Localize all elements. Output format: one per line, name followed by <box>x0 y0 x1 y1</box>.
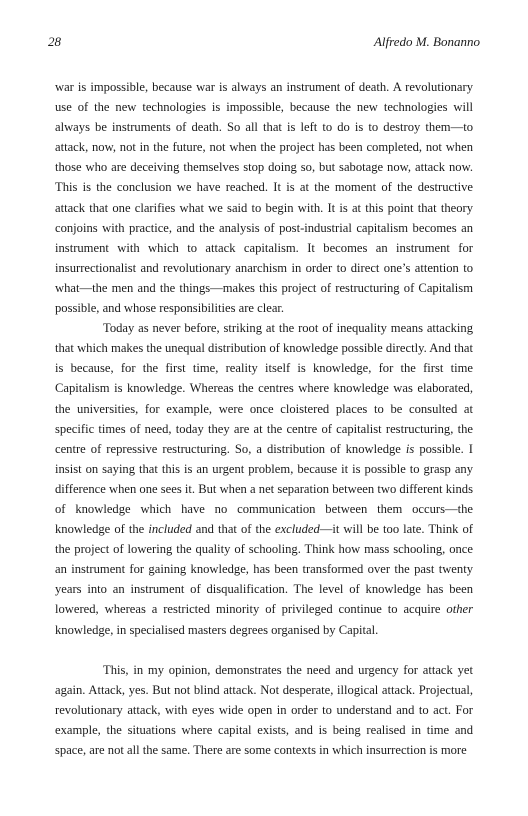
paragraph-3 <box>55 660 473 760</box>
text-run: possible. I insist on saying that this is an urgent problem, because it is possible to grasp any difference when one sees it. But when a net separation between two different kinds of knowledge which have no communication between them occurs—the knowledge of the <box>55 441 473 537</box>
emphasis-text: other <box>446 602 473 617</box>
text-run: knowledge, in specialised masters degrees organised by Capital. <box>55 622 379 637</box>
author-name: Alfredo M. Bonanno <box>373 34 480 49</box>
paragraph-1 <box>55 77 473 318</box>
text-run: war is impossible, because war is always an instrument of death. A revolutionary use of the new technologies is impossible, because the new technologies will always be instruments of death. So all that is left to do is to destroy them—to attack, now, not in the future, not when the project has been completed, not when those who are deceiving themselves stop doing so, but sabotage now, attack now. This is the conclusion we have reached. It is at the moment of the destructive attack that one clarifies what we said to begin with. It is at this point that theory conjoins with practice, and the analysis of post-industrial capitalism becomes an instrument with which to attack capitalism. It becomes an instrument for insurrectionalist and revolutionary anarchism in order to direct one’s attention to what—the men and the things—makes this project of restructuring of Capitalism possible, and whose responsibilities are clear. <box>55 80 473 316</box>
body-text <box>55 77 473 760</box>
text-run: and that of the <box>191 522 275 537</box>
text-run: This, in my opinion, demonstrates the need and urgency for attack yet again. Attack, yes. But not blind attack. Not desperate, illogical attack. Projectual, revolutionary attack, with eyes wide open in order to understand and to act. For example, the situations where capital exists, and is being realised in time and space, are not all the same. There are some contexts in which insurrection is more <box>55 662 473 757</box>
running-header <box>48 34 480 50</box>
paragraph-2 <box>55 318 473 640</box>
page-number: 28 <box>48 34 61 49</box>
text-run: Today as never before, striking at the root of inequality means attacking that which makes the unequal distribution of knowledge possible directly. And that is because, for the first time, reality itself is knowledge, for the first time Capitalism is knowledge. Whereas the centres where knowledge was elaborated, the universities, for example, were once cloistered places to be consulted at specific times of need, today they are at the centre of capitalist restructuring, the centre of repressive restructuring. So, a distribution of knowledge <box>55 321 473 456</box>
emphasis-text: included <box>148 522 192 537</box>
text-run: —it will be too late. Think of the project of lowering the quality of schooling. Think how mass schooling, once an instrument for gaining knowledge, has been transformed over the past twenty years into an instrument of disqualification. The level of knowledge has been lowered, whereas a restricted minority of privileged continue to acquire <box>55 522 473 617</box>
emphasis-text: is <box>405 441 415 456</box>
emphasis-text: excluded <box>275 522 320 537</box>
